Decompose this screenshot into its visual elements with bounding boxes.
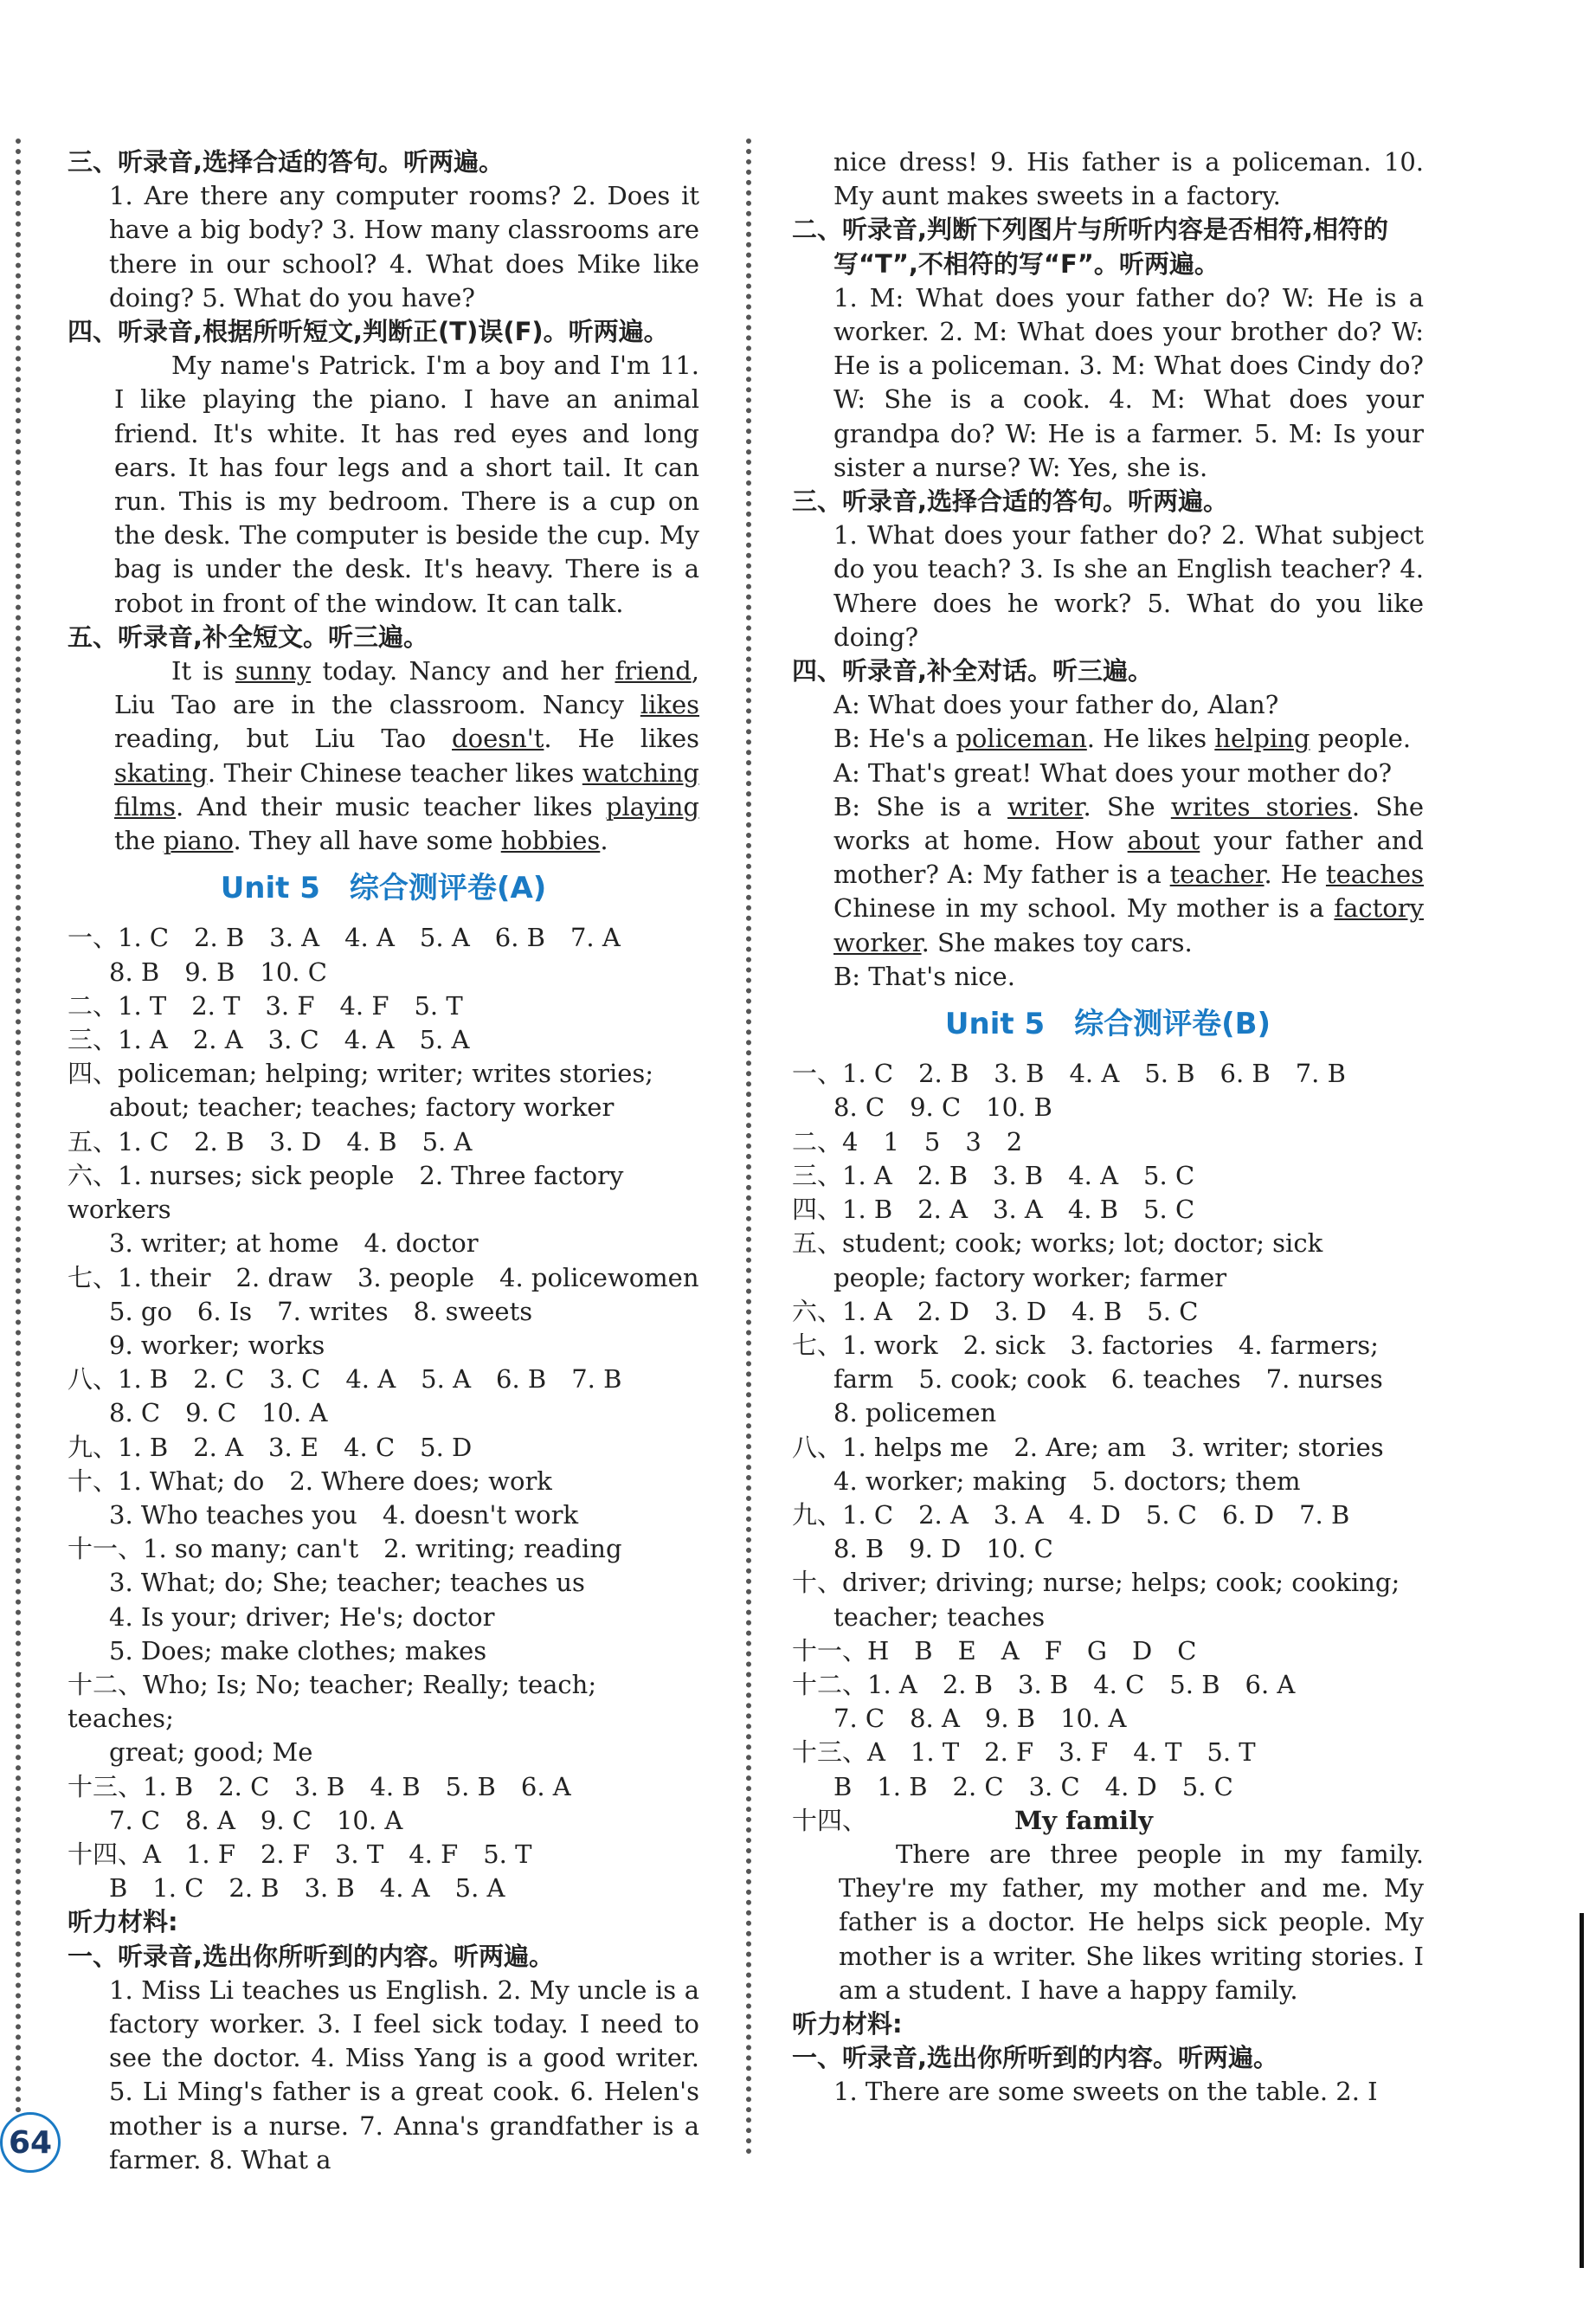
dialogue-line: B: He's a policeman. He likes helping people. bbox=[833, 724, 1412, 754]
answer-line: 7. C 8. A 9. B 10. A bbox=[833, 1704, 1127, 1734]
section-heading: 一、听录音,选出你所听到的内容。听两遍。 bbox=[68, 1941, 555, 1971]
answer-line: 二、4 1 5 3 2 bbox=[792, 1126, 1023, 1156]
section-heading: 三、听录音,选择合适的答句。听两遍。 bbox=[68, 147, 505, 177]
answer-line: 5. Does; make clothes; makes bbox=[109, 1635, 487, 1665]
dialogue-line: A: What does your father do, Alan? bbox=[833, 690, 1279, 720]
answer-line: B 1. B 2. C 3. C 4. D 5. C bbox=[833, 1771, 1233, 1801]
column-divider-dots bbox=[746, 139, 751, 2155]
answer-line: 九、1. B 2. A 3. E 4. C 5. D bbox=[68, 1432, 473, 1462]
answer-line: 十、driver; driving; nurse; helps; cook; cooking; bbox=[792, 1568, 1400, 1598]
answer-line: 一、1. C 2. B 3. A 4. A 5. A 6. B 7. A bbox=[68, 923, 621, 953]
section-label: 十四、 bbox=[792, 1805, 868, 1835]
left-column bbox=[68, 145, 699, 2177]
right-column bbox=[792, 145, 1424, 2110]
answer-line: great; good; Me bbox=[109, 1737, 313, 1768]
section-text: 1. Miss Li teaches us English. 2. My uncle is a factory worker. 3. I feel sick today. I need to see the doctor. 4. Miss Yang is a good writer. 5. Li Ming's father is a great cook. 6. Helen's mother is a nurse. 7. Anna's grandfather is a farmer. 8. What a bbox=[109, 1975, 699, 2174]
essay-text: There are three people in my family. They're my father, my mother and me. My father is a doctor. He helps sick people. My mother is a writer. She likes writing stories. I am a student. I have a happy family. bbox=[839, 1839, 1424, 2005]
answer-line: 七、1. work 2. sick 3. factories 4. farmers; bbox=[792, 1330, 1379, 1360]
section-text: 1. M: What does your father do? W: He is a worker. 2. M: What does your brother do? W: He is a policeman. 3. M: What does Cindy do? W: She is a cook. 4. M: What does your grandpa do? W: He is a farmer. 5. M: Is your sister a nurse? W: Yes, she is. bbox=[833, 282, 1424, 482]
answer-line: 十三、1. B 2. C 3. B 4. B 5. B 6. A bbox=[68, 1771, 571, 1801]
dialogue-line: B: She is a writer. She writes stories. She works at home. How about your father and mother? A: My father is a teacher. He teaches Chinese in my school. My mother is a factory worker. She makes toy cars. bbox=[833, 791, 1425, 957]
answer-line: 十一、1. so many; can't 2. writing; reading bbox=[68, 1534, 622, 1564]
answer-line: about; teacher; teaches; factory worker bbox=[109, 1092, 615, 1123]
unit-title: Unit 5 综合测评卷(B) bbox=[944, 1007, 1271, 1042]
section-heading: 二、听录音,判断下列图片与所听内容是否相符,相符的写“T”,不相符的写“F”。听两遍。 bbox=[792, 215, 1389, 279]
answer-line: 8. B 9. B 10. C bbox=[109, 957, 327, 987]
answer-line: 八、1. helps me 2. Are; am 3. writer; stories bbox=[792, 1432, 1384, 1462]
answer-line: 二、1. T 2. T 3. F 4. F 5. T bbox=[68, 990, 463, 1021]
answer-line: 8. B 9. D 10. C bbox=[833, 1534, 1053, 1564]
unit-title: Unit 5 综合测评卷(A) bbox=[220, 871, 547, 906]
answer-line: 九、1. C 2. A 3. A 4. D 5. C 6. D 7. B bbox=[792, 1499, 1350, 1530]
section-heading: 四、听录音,补全对话。听三遍。 bbox=[792, 656, 1154, 686]
essay-heading-row bbox=[792, 1804, 1424, 1838]
answer-line: 十二、Who; Is; No; teacher; Really; teach; teaches; bbox=[68, 1669, 597, 1734]
left-binding-dots bbox=[16, 139, 21, 2155]
answer-line: 4. Is your; driver; He's; doctor bbox=[109, 1601, 495, 1632]
answer-line: 三、1. A 2. A 3. C 4. A 5. A bbox=[68, 1025, 470, 1055]
answer-line: 六、1. nurses; sick people 2. Three factory workers bbox=[68, 1160, 624, 1225]
answer-line: 十二、1. A 2. B 3. B 4. C 5. B 6. A bbox=[792, 1669, 1296, 1699]
answer-line: 3. writer; at home 4. doctor bbox=[109, 1228, 479, 1259]
section-heading: 五、听录音,补全短文。听三遍。 bbox=[68, 622, 429, 652]
answer-line: 4. worker; making 5. doctors; them bbox=[833, 1466, 1301, 1496]
cloze-passage: It is sunny today. Nancy and her friend, Liu Tao are in the classroom. Nancy likes reading, but Liu Tao doesn't. He likes skating. Their Chinese teacher likes watching films. And their music teacher likes playing the piano. They all have some hobbies. bbox=[114, 656, 699, 856]
answer-line: B 1. C 2. B 3. B 4. A 5. A bbox=[109, 1873, 505, 1904]
answer-line: 五、student; cook; works; lot; doctor; sick bbox=[792, 1228, 1323, 1259]
dialogue-line: A: That's great! What does your mother do? bbox=[833, 757, 1393, 788]
answer-line: 8. C 9. C 10. A bbox=[109, 1398, 328, 1428]
answer-line: 十三、A 1. T 2. F 3. F 4. T 5. T bbox=[792, 1737, 1256, 1768]
answer-line: 5. go 6. Is 7. writes 8. sweets bbox=[109, 1296, 533, 1326]
answer-line: 7. C 8. A 9. C 10. A bbox=[109, 1805, 403, 1835]
answer-line: people; factory worker; farmer bbox=[833, 1262, 1227, 1292]
section-text: 1. Are there any computer rooms? 2. Does it have a big body? 3. How many classrooms are there in our school? 4. What does Mike like doing? 5. What do you have? bbox=[109, 181, 699, 312]
answer-line: 3. What; do; She; teacher; teaches us bbox=[109, 1568, 585, 1598]
section-heading: 四、听录音,根据所听短文,判断正(T)误(F)。听两遍。 bbox=[68, 317, 669, 347]
answer-line: 8. C 9. C 10. B bbox=[833, 1092, 1052, 1123]
dialogue-line: B: That's nice. bbox=[833, 961, 1015, 991]
answer-line: 十、1. What; do 2. Where does; work bbox=[68, 1466, 552, 1496]
answer-line: 一、1. C 2. B 3. B 4. A 5. B 6. B 7. B bbox=[792, 1059, 1346, 1089]
answer-line: farm 5. cook; cook 6. teaches 7. nurses bbox=[833, 1364, 1383, 1395]
answer-line: 十一、H B E A F G D C bbox=[792, 1635, 1197, 1665]
section-text: 1. What does your father do? 2. What subject do you teach? 3. Is she an English teacher? 4. Where does he work? 5. What do you like doing? bbox=[833, 520, 1424, 652]
answer-line: 四、1. B 2. A 3. A 4. B 5. C bbox=[792, 1195, 1195, 1225]
answer-line: 3. Who teaches you 4. doesn't work bbox=[109, 1499, 579, 1530]
page-edge-mark bbox=[1580, 1913, 1584, 2268]
page-number: 64 bbox=[0, 2112, 61, 2173]
listening-heading: 听力材料: bbox=[792, 2008, 903, 2039]
answer-line: 七、1. their 2. draw 3. people 4. policewomen bbox=[68, 1262, 699, 1292]
answer-line: 9. worker; works bbox=[109, 1330, 325, 1360]
section-text: 1. There are some sweets on the table. 2. I bbox=[833, 2077, 1378, 2107]
answer-line: 八、1. B 2. C 3. C 4. A 5. A 6. B 7. B bbox=[68, 1364, 622, 1395]
essay-title: My family bbox=[1014, 1805, 1153, 1835]
answer-line: 五、1. C 2. B 3. D 4. B 5. A bbox=[68, 1126, 473, 1156]
passage: My name's Patrick. I'm a boy and I'm 11. I like playing the piano. I have an animal friend. It's white. It has red eyes and long ears. It has four legs and a short tail. It can run. This is my bedroom. There is a cup on the desk. The computer is beside the cup. My bag is under the desk. It's heavy. There is a robot in front of the window. It can talk. bbox=[114, 351, 699, 618]
section-heading: 一、听录音,选出你所听到的内容。听两遍。 bbox=[792, 2043, 1279, 2073]
section-text: nice dress! 9. His father is a policeman. 10. My aunt makes sweets in a factory. bbox=[833, 147, 1424, 211]
answer-line: 三、1. A 2. B 3. B 4. A 5. C bbox=[792, 1160, 1195, 1190]
listening-heading: 听力材料: bbox=[68, 1907, 178, 1937]
answer-line: 十四、A 1. F 2. F 3. T 4. F 5. T bbox=[68, 1839, 532, 1869]
answer-line: 8. policemen bbox=[833, 1398, 997, 1428]
answer-line: teacher; teaches bbox=[833, 1601, 1046, 1632]
section-heading: 三、听录音,选择合适的答句。听两遍。 bbox=[792, 486, 1229, 517]
answer-line: 六、1. A 2. D 3. D 4. B 5. C bbox=[792, 1296, 1199, 1326]
answer-line: 四、policeman; helping; writer; writes stories; bbox=[68, 1059, 654, 1089]
